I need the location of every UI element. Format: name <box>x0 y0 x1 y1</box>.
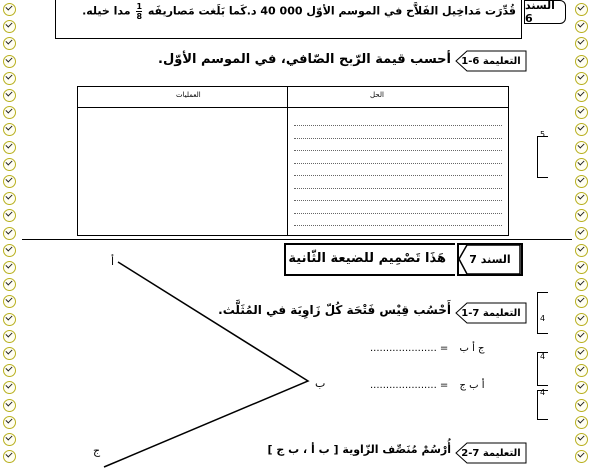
score-mark-2: 4 <box>540 314 546 323</box>
header-operations: العمليات <box>176 91 201 99</box>
sanad6-label-text: السند 6 <box>525 0 555 25</box>
angle2-label: أ ب ج <box>459 380 485 391</box>
score-mark-3: 4 <box>540 352 546 361</box>
angle1-row <box>370 343 485 354</box>
score-bracket-1 <box>537 136 548 178</box>
task61-text: أحسب قيمة الرّبح الصّافي، في الموسم الأوّل. <box>158 52 451 67</box>
score-bracket-2 <box>537 292 548 334</box>
vertex-a-label: أ <box>111 255 115 268</box>
task71-label-text: التعليمة 7-1 <box>461 307 521 319</box>
task72-label-text: التعليمة 7-2 <box>461 447 521 459</box>
header-solution: الحل <box>370 91 384 99</box>
angle1-answer: = ..................... <box>370 343 449 354</box>
vertex-b-label: ب <box>315 377 326 390</box>
fraction-numerator: 1 <box>136 2 143 11</box>
sanad7-label-text: السند 7 <box>469 253 511 266</box>
task71-label <box>455 302 527 324</box>
triangle-shape <box>104 262 308 467</box>
task71-text: أَحْسُب قِيْس فَتْحَة كُلّ زَاوِيَة في المُثَلَّث. <box>218 303 451 317</box>
score-mark-1: 5 <box>540 130 546 139</box>
sanad7-text: هَذَا تَصْمِيم للضيعة الثّانية <box>288 251 446 266</box>
task72-text: أُرْسُمْ مُنَصِّف الزّاوية [ ب أ ، ب ج ] <box>267 443 451 456</box>
angle2-answer: = ..................... <box>370 380 449 391</box>
angle2-row <box>370 380 485 391</box>
task61-label-text: التعليمة 6-1 <box>461 55 521 67</box>
vertex-j-label: ج <box>93 444 101 457</box>
angle1-label: ج أ ب <box>459 343 485 354</box>
fraction-denominator: 8 <box>136 12 143 21</box>
sanad6-sentence: قُدِّرَت مَداخِيل الفَلاَّح في الموسم الأوّل 000 40 د.كَما بَلَغت مَصاريفَه <box>147 4 516 18</box>
score-mark-4: 4 <box>540 388 546 397</box>
sanad6-sentence-end: مدا خيله. <box>82 4 131 18</box>
task72-label <box>455 442 527 464</box>
